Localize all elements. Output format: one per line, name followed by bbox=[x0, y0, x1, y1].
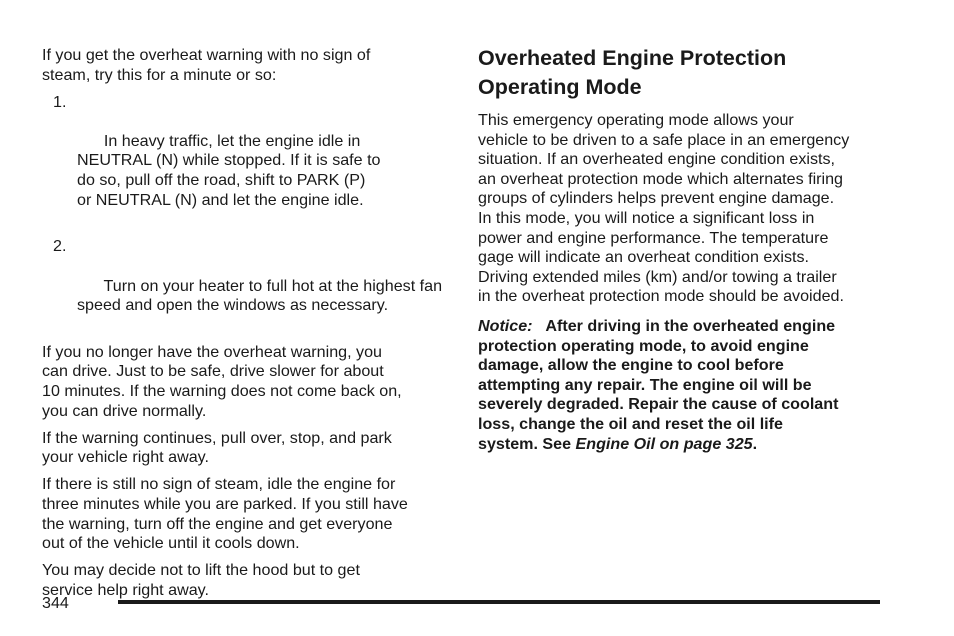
list-item bbox=[42, 237, 447, 335]
footer-divider bbox=[118, 600, 880, 604]
engine-oil-reference: Engine Oil on page 325 bbox=[575, 434, 753, 453]
section-heading: Overheated Engine Protection Operating Mode bbox=[478, 46, 787, 99]
right-column bbox=[478, 44, 888, 462]
left-column bbox=[42, 46, 447, 608]
intro-paragraph: If you get the overheat warning with no sign of steam, try this for a minute or so: bbox=[42, 46, 371, 84]
notice-text: After driving in the overheated engine protection operating mode, to avoid engine damage, allow the engine to cool before attempting any repair. The engine oil will be severely degraded. Repair the cause of coolant loss, change the oil and reset the oil life system. See bbox=[478, 316, 839, 453]
paragraph-no-steam: If there is still no sign of steam, idle the engine for three minutes while you are parked. If you still have the warning, turn off the engine and get everyone out of the vehicle until it cools down. bbox=[42, 475, 408, 553]
notice-paragraph bbox=[478, 317, 888, 454]
paragraph-warning-continues: If the warning continues, pull over, stop, and park your vehicle right away. bbox=[42, 428, 392, 467]
paragraph-no-warning: If you no longer have the overheat warning, you can drive. Just to be safe, drive slower for about 10 minutes. If the warning does not come back on, you can drive normally. bbox=[42, 342, 402, 420]
step-number: 1. bbox=[53, 92, 67, 111]
page-number: 344 bbox=[42, 594, 69, 612]
list-item bbox=[42, 93, 447, 230]
step-text: Turn on your heater to full hot at the highest fan speed and open the windows as necessary. bbox=[77, 276, 443, 315]
notice-end: . bbox=[752, 434, 758, 453]
protection-mode-paragraph: This emergency operating mode allows your vehicle to be driven to a safe place in an emergency situation. If an overheated engine condition exists, an overheat protection mode which alternates firing groups of cylinders helps prevent engine damage. In this mode, you will notice a significant loss in power and engine performance. The temperature gage will indicate an overheat condition exists. Driving extended miles (km) and/or towing a trailer in the overheat protection mode should be avoided. bbox=[478, 111, 850, 306]
step-text: In heavy traffic, let the engine idle in NEUTRAL (N) while stopped. If it is safe to do so, pull off the road, shift to PARK (P) or NEUTRAL (N) and let the engine idle. bbox=[77, 131, 381, 209]
notice-label: Notice: bbox=[478, 316, 533, 335]
step-number: 2. bbox=[53, 237, 67, 256]
paragraph-service-help: You may decide not to lift the hood but to get service help right away. bbox=[42, 561, 360, 599]
steps-list bbox=[42, 93, 447, 336]
